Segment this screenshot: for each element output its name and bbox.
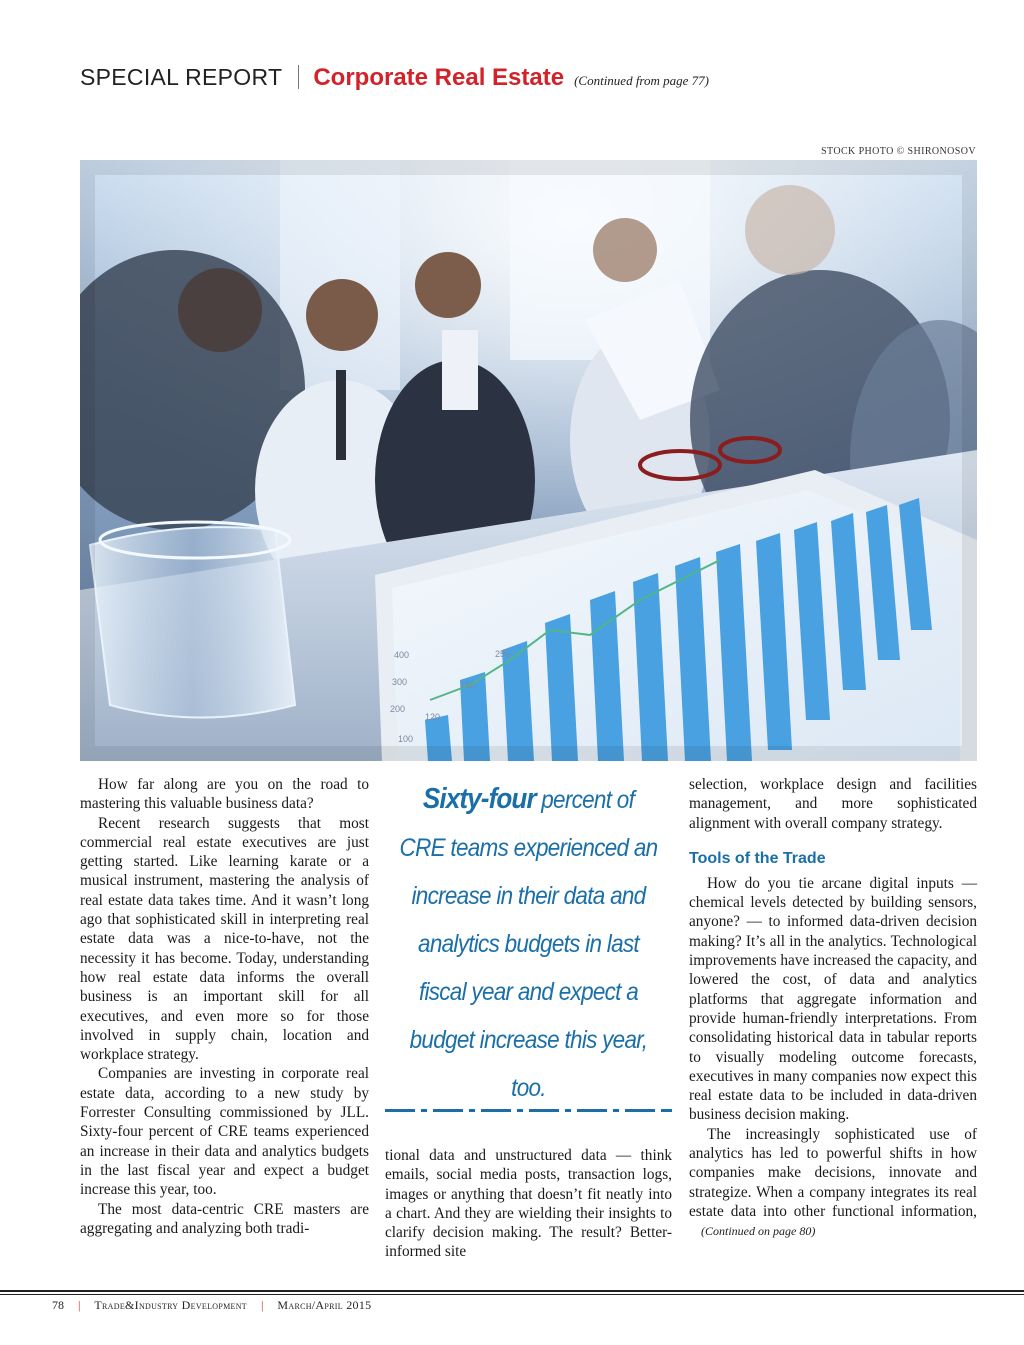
header-divider — [298, 65, 299, 89]
subhead: Tools of the Trade — [689, 849, 826, 867]
issue-date: March/April 2015 — [277, 1298, 372, 1312]
paragraph: How far along are you on the road to mastering this valuable business data? — [80, 776, 369, 813]
pull-quote-dash-rule — [385, 1109, 672, 1113]
paragraph: How do you tie arcane digital inputs — chemical levels detected by building sensors, anyone? — to informed data-driven decision making? It’s all in the analytics. Technological improvements have increased the capacity, and lowered the cost, of data and analytics platforms that aggregate information and provide human-friendly interpretations. From consolidating historical data in tabular reports to visually modeling outcome forecasts, executives in many companies now expect this real estate data to be included in data-driven business decision making. — [689, 874, 977, 1124]
tablet-label-200: 200 — [390, 704, 406, 714]
business-meeting-photo — [80, 160, 977, 761]
footer-rule-thin — [0, 1294, 1024, 1295]
pull-quote-lead: Sixty-four — [422, 783, 536, 815]
section-label: SPECIAL REPORT — [80, 64, 283, 90]
page-number: 78 — [52, 1298, 64, 1312]
photo-credit: STOCK PHOTO © SHIRONOSOV — [821, 146, 976, 157]
continued-note: (Continued from page 77) — [574, 73, 709, 88]
tablet-label-100: 100 — [398, 734, 414, 744]
continued-on-note: (Continued on page 80) — [701, 1224, 816, 1239]
column-2 — [385, 1146, 672, 1262]
column-1 — [80, 775, 369, 1238]
pull-quote-text: percent of CRE teams experienced an increase in their data and analytics budgets in last fiscal year and expect a budget increase this year, too. — [399, 786, 658, 1102]
tablet-label-160: 160 — [460, 680, 476, 690]
tablet-label-120: 120 — [425, 712, 441, 722]
topic-title: Corporate Real Estate — [313, 64, 565, 91]
paragraph: selection, workplace design and facilities management, and more sophisticated alignment with overall company strategy. — [689, 776, 977, 832]
page-header — [80, 64, 709, 98]
footer-separator: | — [78, 1298, 81, 1312]
tablet-label-300: 300 — [392, 677, 408, 687]
pull-quote — [399, 775, 657, 1112]
paragraph: Companies are investing in corporate real estate data, according to a new study by Forrester Consulting commissioned by JLL. Sixty-four percent of CRE teams experienced an increase in their data and analytics budgets in the last fiscal year and expect a budget increase this year, too. — [80, 1065, 369, 1199]
footer-rule — [0, 1290, 1024, 1292]
tablet-label-250: 250 — [495, 649, 511, 659]
paragraph: tional data and unstructured data — think emails, social media posts, transaction logs, images or anything that doesn’t fit neatly into a chart. And they are wielding their insights to clarify decision making. The result? Better-informed site — [385, 1147, 672, 1261]
footer-separator: | — [260, 1298, 264, 1312]
paragraph — [689, 1125, 977, 1242]
page-footer — [52, 1298, 371, 1313]
paragraph: The most data-centric CRE masters are aggregating and analyzing both tradi- — [80, 1200, 369, 1237]
tablet-label-400: 400 — [394, 650, 410, 660]
paragraph-text: The increasingly sophisticated use of analytics has led to powerful shifts in how companies make decisions, innovate and strategize. When a company integrates its real estate data into other functional information, — [689, 1125, 977, 1220]
column-3 — [689, 775, 977, 1242]
paragraph: Recent research suggests that most commercial real estate executives are just getting started. Like learning karate or a musical instrument, mastering the analysis of real estate data takes time. And it wasn’t long ago that sophisticated skill in interpreting real estate data was a nice-to-have, not the necessity it has become. Today, understanding how real estate data informs the overall business is an important skill for all executives, and even more so for those involved in supply chain, location and workplace strategy. — [80, 814, 369, 1064]
publication-name: Trade&Industry Development — [94, 1298, 247, 1312]
